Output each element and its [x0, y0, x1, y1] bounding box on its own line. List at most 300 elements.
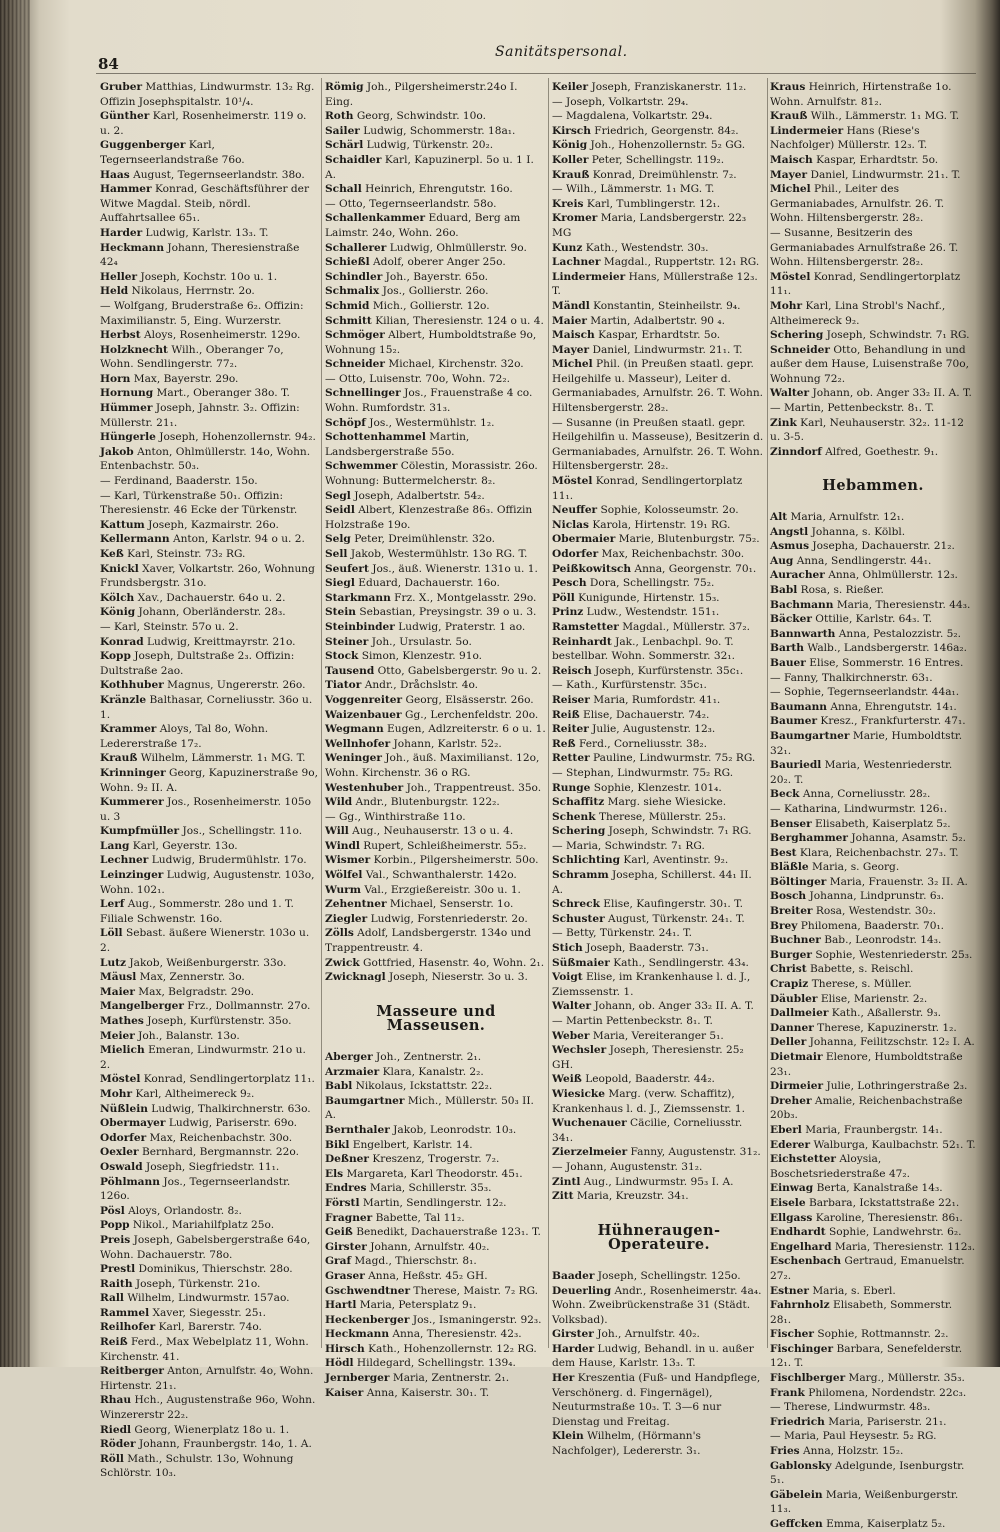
- directory-entry: [552, 124, 766, 139]
- entry-details: Mart., Oberanger 38o. T.: [153, 387, 290, 400]
- entry-name: Brey: [770, 919, 798, 932]
- entry-details: Elenore, Humboldtstraße 23₁.: [770, 1051, 963, 1078]
- directory-entry: [552, 751, 766, 766]
- entry-details: Anna, Theresienstr. 42₃.: [389, 1328, 522, 1341]
- entry-name: Gschwendtner: [325, 1284, 411, 1297]
- entry-name: Reiß: [552, 708, 580, 721]
- directory-entry: [325, 897, 547, 912]
- column-4: [770, 80, 976, 1532]
- entry-details: Johann, Oberländerstr. 28₃.: [135, 606, 286, 619]
- directory-entry: [100, 547, 318, 562]
- entry-name: Kromer: [552, 212, 598, 225]
- entry-details: Maria, Schillerstr. 35₃.: [366, 1182, 492, 1195]
- entry-name: Guggenberger: [100, 139, 186, 152]
- entry-name: Engelhard: [770, 1240, 832, 1253]
- entry-details: — Fanny, Thalkirchnerstr. 63₁.: [770, 671, 933, 684]
- entry-details: Konrad, Sendlingertorplatz 11₁.: [552, 475, 743, 502]
- entry-name: Waizenbauer: [325, 708, 402, 721]
- entry-name: Estner: [770, 1284, 809, 1297]
- directory-entry: [770, 270, 976, 299]
- entry-details: Kresz., Frankfurterstr. 47₁.: [817, 715, 966, 728]
- directory-entry: [100, 1175, 318, 1204]
- directory-entry: [770, 1035, 976, 1050]
- entry-name: Hümmer: [100, 402, 153, 415]
- entry-details: Ludwig, Behandl. in u. außer dem Hause, Karlstr. 13₃. T.: [552, 1342, 754, 1370]
- entry-details: Karl, Barerstr. 74o.: [155, 1321, 262, 1334]
- directory-entry: [100, 1087, 318, 1102]
- entry-details: Martin, Landsbergerstraße 55o.: [325, 431, 470, 458]
- entry-details: Konstantin, Steinheilstr. 9₄.: [589, 299, 741, 312]
- directory-entry: [325, 547, 547, 562]
- directory-entry: [100, 970, 318, 985]
- entry-details: Karl, Neuhauserstr. 32₂. 11-12 u. 3-5.: [770, 416, 965, 444]
- entry-name: Schöpf: [325, 416, 366, 429]
- entry-name: Klein: [552, 1430, 584, 1443]
- directory-entry: [770, 1488, 976, 1517]
- entry-details: Aloys, Orlandostr. 8₂.: [124, 1204, 242, 1217]
- directory-entry: [552, 620, 766, 635]
- directory-entry: [552, 343, 766, 358]
- entry-name: Eisele: [770, 1196, 806, 1209]
- directory-entry: [770, 1211, 976, 1226]
- entry-name: Mändl: [552, 299, 590, 312]
- entry-details: Wilhelm, (Hörmann's Nachfolger), Ledererstr. 3₁.: [552, 1430, 701, 1458]
- entry-name: Wegmann: [325, 723, 384, 736]
- entry-details: Joh., Arnulfstr. 40₂.: [593, 1328, 700, 1341]
- entry-list: [325, 80, 547, 985]
- directory-entry: [552, 1371, 766, 1429]
- entry-details: Joh., Pilgersheimerstr.24o I. Eing.: [325, 81, 518, 108]
- entry-details: Xaver, Siegesstr. 25₁.: [149, 1306, 267, 1319]
- entry-name: Michel: [770, 183, 811, 196]
- entry-details: Math., Schulstr. 13o, Wohnung Schlörstr. 10₃.: [100, 1452, 294, 1480]
- directory-entry: [325, 824, 547, 839]
- entry-details: Konrad, Dreimühlenstr. 7₂.: [589, 168, 737, 181]
- entry-details: Margareta, Karl Theodorstr. 45₁.: [343, 1167, 523, 1180]
- entry-name: Röll: [100, 1452, 124, 1465]
- entry-details: Maria, Westenriederstr. 20₂. T.: [770, 759, 953, 786]
- directory-entry: [325, 970, 547, 985]
- section-heading-hebammen: Hebammen.: [822, 477, 924, 495]
- entry-name: Kattum: [100, 518, 145, 531]
- directory-entry: [552, 576, 766, 591]
- directory-entry: [325, 503, 547, 532]
- entry-name: Wismer: [325, 854, 371, 867]
- entry-name: Schlichting: [552, 854, 621, 867]
- column-3: [552, 80, 766, 1459]
- entry-name: Zehentner: [325, 898, 387, 911]
- entry-name: Mangelberger: [100, 1000, 184, 1013]
- directory-entry: [770, 714, 976, 729]
- entry-name: Schuster: [552, 912, 605, 925]
- entry-details: Andr., Dråchslstr. 4o.: [361, 679, 479, 692]
- entry-name: Best: [770, 846, 797, 859]
- directory-entry: [770, 612, 976, 627]
- entry-name: Maier: [100, 985, 135, 998]
- entry-name: Röder: [100, 1438, 136, 1451]
- entry-list: [770, 510, 976, 1532]
- entry-details: Karl, Kapuzinerpl. 5o u. 1 I. A.: [325, 153, 534, 181]
- entry-name: Mielich: [100, 1044, 145, 1057]
- directory-entry: [770, 641, 976, 656]
- entry-name: Neuffer: [552, 504, 598, 517]
- entry-name: Mohr: [100, 1087, 133, 1100]
- entry-name: Schallerer: [325, 241, 387, 254]
- entry-details: Daniel, Lindwurmstr. 21₁. T.: [807, 168, 961, 181]
- directory-entry: [325, 1065, 547, 1080]
- entry-name: Krauß: [770, 110, 808, 123]
- entry-name: Holzknecht: [100, 343, 168, 356]
- entry-name: Bosch: [770, 890, 807, 903]
- directory-entry: [552, 1145, 766, 1160]
- directory-entry: [100, 532, 318, 547]
- entry-details: Karl, Tegernseerlandstraße 76o.: [100, 139, 245, 166]
- entry-name: Bernthaler: [325, 1123, 390, 1136]
- directory-entry: [100, 1262, 318, 1277]
- directory-entry: [770, 977, 976, 992]
- entry-name: Seidl: [325, 504, 355, 517]
- directory-entry: [552, 853, 766, 868]
- entry-details: Joseph, Nieserstr. 3o u. 3.: [385, 971, 528, 984]
- directory-entry: [325, 1284, 547, 1299]
- entry-details: Benedikt, Dachauerstraße 123₁. T.: [352, 1226, 541, 1239]
- directory-entry: [325, 635, 547, 650]
- entry-name: Pesch: [552, 577, 587, 590]
- entry-details: Jos., Schellingstr. 11o.: [179, 825, 303, 838]
- entry-name: Michel: [552, 358, 593, 371]
- entry-details: Wilhelm, Lindwurmstr. 157ao.: [123, 1292, 290, 1305]
- directory-entry: [325, 1094, 547, 1123]
- directory-entry: [770, 1254, 976, 1283]
- directory-entry: [770, 1138, 976, 1153]
- directory-entry: [325, 211, 547, 240]
- directory-entry: [552, 270, 766, 299]
- directory-entry: [100, 1452, 318, 1481]
- entry-name: Asmus: [770, 540, 810, 553]
- entry-name: Oswald: [100, 1160, 143, 1173]
- directory-entry: [552, 737, 766, 752]
- entry-details: Barbara, Ickstattstraße 22₁.: [805, 1196, 960, 1209]
- entry-name: Schmitt: [325, 314, 372, 327]
- entry-details: — Martin, Pettenbeckstr. 8₁. T.: [770, 402, 935, 415]
- directory-entry: [770, 554, 976, 569]
- entry-details: Kunigunde, Hirtenstr. 15₃.: [574, 591, 720, 604]
- entry-details: Nikol., Mariahilfplatz 25o.: [129, 1219, 275, 1232]
- entry-name: Schnellinger: [325, 387, 401, 400]
- directory-entry: [325, 1240, 547, 1255]
- directory-entry: [770, 831, 976, 846]
- entry-details: Hans, Müllerstraße 12₃. T.: [552, 270, 758, 298]
- entry-name: Mayer: [770, 168, 808, 181]
- entry-name: König: [552, 139, 588, 152]
- entry-name: Keiler: [552, 81, 589, 93]
- entry-details: Aloys, Tal 8o, Wohn. Ledererstraße 17₂.: [100, 723, 269, 750]
- directory-entry: [325, 314, 547, 329]
- entry-details: Karl, Rosenheimerstr. 119 o. u. 2.: [100, 110, 307, 137]
- directory-entry: [552, 605, 766, 620]
- entry-name: Krammer: [100, 723, 157, 736]
- directory-entry: [770, 875, 976, 890]
- entry-details: Eugen, Adlzreiterstr. 6 o u. 1.: [383, 723, 546, 736]
- directory-entry: [325, 591, 547, 606]
- entry-details: Joh., Balanstr. 13o.: [134, 1029, 240, 1042]
- directory-entry: [325, 781, 547, 796]
- entry-details: Babette, s. Reischl.: [806, 963, 914, 976]
- entry-name: Wurm: [325, 883, 361, 896]
- directory-entry: [325, 109, 547, 124]
- directory-entry: [770, 1079, 976, 1094]
- entry-name: Baader: [552, 1269, 595, 1282]
- entry-name: Maisch: [770, 153, 813, 166]
- entry-name: Zink: [770, 416, 797, 429]
- entry-details: Kath., Aßallerstr. 9₃.: [828, 1007, 942, 1020]
- entry-name: Schwemmer: [325, 460, 398, 473]
- entry-details: Marg. (verw. Schaffitz), Krankenhaus l. d. J., Ziemssenstr. 1.: [552, 1087, 746, 1115]
- entry-details: Maria, Arnulfstr. 12₁.: [787, 511, 905, 524]
- entry-details: Marg. siehe Wiesicke.: [604, 796, 727, 809]
- directory-entry: [325, 430, 547, 459]
- directory-entry: [770, 168, 976, 183]
- directory-entry: [325, 751, 547, 780]
- directory-entry: [552, 1160, 766, 1175]
- entry-name: Bläßle: [770, 861, 809, 874]
- entry-details: Aug., Neuhauserstr. 13 o u. 4.: [348, 825, 514, 838]
- directory-entry: [100, 138, 318, 167]
- directory-entry: [770, 153, 976, 168]
- entry-details: Anna, Sendlingerstr. 44₁.: [793, 554, 932, 567]
- directory-entry: [325, 605, 547, 620]
- entry-name: Danner: [770, 1021, 814, 1034]
- entry-name: Christ: [770, 963, 807, 976]
- directory-entry: [552, 255, 766, 270]
- entry-name: Schottenhammel: [325, 431, 426, 444]
- directory-entry: [770, 416, 976, 445]
- entry-details: Joseph, Schwindstr. 7₁ RG.: [605, 825, 752, 838]
- entry-name: Fahrnholz: [770, 1299, 830, 1312]
- directory-entry: [552, 547, 766, 562]
- directory-entry: [552, 1269, 766, 1284]
- entry-details: Philomena, Baaderstr. 70₁.: [797, 919, 945, 932]
- entry-details: Kaspar, Erhardtstr. 5o.: [594, 329, 721, 342]
- directory-entry: [770, 1444, 976, 1459]
- entry-name: Voggenreiter: [325, 693, 403, 706]
- directory-entry: [770, 1517, 976, 1532]
- entry-details: Joh., Trappentreust. 35o.: [403, 781, 542, 794]
- entry-details: Adolf, Landsbergerstr. 134o und Trappentreustr. 4.: [325, 927, 531, 955]
- directory-entry: [770, 598, 976, 613]
- entry-name: Dallmeier: [770, 1007, 829, 1020]
- entry-details: Joseph, Adalbertstr. 54₂.: [350, 489, 485, 502]
- entry-details: Jakob, Weißenburgerstr. 33o.: [126, 956, 287, 969]
- entry-name: Deßner: [325, 1153, 369, 1166]
- directory-entry: [100, 430, 318, 445]
- directory-entry: [100, 1306, 318, 1321]
- entry-details: Jos., Rosenheimerstr. 105o u. 3: [100, 796, 311, 823]
- directory-entry: [552, 591, 766, 606]
- directory-entry: [552, 95, 766, 110]
- directory-entry: [100, 1116, 318, 1131]
- entry-details: Konrad, Geschäftsführer der Witwe Magdal. Steib, nördl. Auffahrtsallee 65₁.: [100, 183, 310, 225]
- entry-details: Pauline, Lindwurmstr. 75₂ RG.: [589, 752, 756, 765]
- entry-details: Karoline, Theresienstr. 86₁.: [812, 1211, 963, 1224]
- directory-entry: [770, 802, 976, 817]
- entry-name: Sailer: [325, 124, 360, 137]
- directory-entry: [770, 445, 976, 460]
- directory-entry: [100, 372, 318, 387]
- directory-entry: [552, 518, 766, 533]
- entry-details: Kreszenz, Trogerstr. 7₂.: [369, 1153, 500, 1166]
- entry-name: Girster: [552, 1328, 594, 1341]
- directory-entry: [552, 781, 766, 796]
- entry-name: Dirmeier: [770, 1080, 824, 1093]
- directory-entry: [770, 401, 976, 416]
- entry-details: Adelgunde, Isenburgstr. 5₁.: [770, 1459, 965, 1487]
- entry-name: Schering: [552, 825, 606, 838]
- entry-name: Popp: [100, 1219, 130, 1232]
- directory-entry: [100, 80, 318, 109]
- directory-entry: [100, 1320, 318, 1335]
- directory-entry: [552, 868, 766, 897]
- directory-entry: [100, 328, 318, 343]
- entry-name: Hammer: [100, 183, 152, 196]
- directory-entry: [552, 1072, 766, 1087]
- directory-entry: [552, 211, 766, 240]
- entry-details: Eduard, Dachauerstr. 16o.: [354, 577, 500, 590]
- entry-details: — Karl, Türkenstraße 50₁. Offizin: Theresienstr. 46 Ecke der Türkenstr.: [100, 489, 298, 517]
- entry-details: Val., Schwanthalerstr. 142o.: [362, 869, 517, 882]
- entry-details: Max, Reichenbachstr. 30o.: [598, 548, 745, 560]
- entry-name: Zintl: [552, 1175, 581, 1188]
- entry-name: Selg: [325, 533, 351, 546]
- entry-details: Emma, Kaiserplatz 5₂.: [822, 1518, 946, 1530]
- directory-entry: [770, 627, 976, 642]
- entry-details: Kath., Hohenzollernstr. 12₂ RG.: [364, 1342, 537, 1355]
- entry-details: Karl, Steinstr. 73₂ RG.: [123, 548, 246, 560]
- entry-name: Böltinger: [770, 875, 827, 888]
- entry-name: Kummerer: [100, 796, 164, 809]
- entry-details: Joseph, Kazmairstr. 26o.: [144, 518, 279, 531]
- directory-entry: [100, 751, 318, 766]
- entry-name: Obermayer: [100, 1117, 166, 1130]
- entry-name: Pösl: [100, 1204, 125, 1217]
- entry-name: Stich: [552, 942, 583, 955]
- entry-details: Albert, Klenzestraße 86₃. Offizin Holzstraße 19o.: [325, 504, 533, 531]
- directory-entry: [770, 1371, 976, 1386]
- entry-details: Otto, Behandlung in und außer dem Hause, Luisenstraße 70o, Wohnung 72₂.: [770, 343, 969, 385]
- entry-name: Kreis: [552, 197, 584, 210]
- directory-entry: [552, 897, 766, 912]
- directory-entry: [770, 787, 976, 802]
- directory-entry: [770, 1152, 976, 1181]
- entry-details: Karl, Aventinstr. 9₂.: [620, 854, 729, 867]
- directory-entry: [100, 1204, 318, 1219]
- entry-details: Anna, Georgenstr. 70₁.: [631, 562, 757, 575]
- directory-entry: [325, 956, 547, 971]
- directory-entry: [325, 883, 547, 898]
- entry-name: Auracher: [770, 569, 825, 582]
- directory-entry: [100, 926, 318, 955]
- entry-details: Mich., Müllerstr. 50₃ II. A.: [325, 1094, 534, 1122]
- entry-name: Weninger: [325, 752, 382, 765]
- directory-entry: [100, 1072, 318, 1087]
- entry-name: Reiser: [552, 693, 590, 706]
- entry-name: Lerf: [100, 898, 125, 911]
- entry-name: Dreher: [770, 1094, 812, 1107]
- directory-entry: [325, 868, 547, 883]
- directory-entry: [100, 824, 318, 839]
- entry-details: — Joseph, Volkartstr. 29₄.: [552, 95, 689, 108]
- entry-name: Segl: [325, 489, 351, 502]
- entry-name: Gablonsky: [770, 1459, 832, 1472]
- entry-name: Raith: [100, 1277, 133, 1290]
- entry-details: Maria, Weißenburgerstr. 11₃.: [770, 1488, 959, 1516]
- directory-entry: [552, 839, 766, 854]
- directory-entry: [100, 1043, 318, 1072]
- entry-name: Lachner: [552, 256, 601, 269]
- entry-name: Barth: [770, 642, 804, 655]
- directory-entry: [770, 510, 976, 525]
- entry-details: Elise, Kaufingerstr. 30₁. T.: [599, 898, 743, 911]
- entry-name: Knickl: [100, 562, 139, 575]
- entry-name: Gäbelein: [770, 1488, 823, 1501]
- entry-details: Johann, Fraunbergstr. 14o, 1. A.: [135, 1438, 312, 1451]
- entry-details: Anton, Karlstr. 94 o u. 2.: [169, 533, 305, 546]
- directory-entry: [100, 693, 318, 722]
- section-heading-masseure: Masseure und Masseusen.: [376, 1002, 496, 1035]
- entry-details: Emeran, Lindwurmstr. 21o u. 2.: [100, 1044, 306, 1071]
- entry-name: Windl: [325, 839, 360, 852]
- entry-details: Mich., Gollierstr. 12o.: [369, 299, 490, 312]
- entry-details: — Otto, Luisenstr. 70o, Wohn. 72₂.: [325, 372, 510, 385]
- entry-details: — Gg., Winthirstraße 11o.: [325, 810, 466, 823]
- entry-name: Kränzle: [100, 693, 147, 706]
- entry-details: Sophie, Rottmannstr. 2₂.: [813, 1328, 949, 1341]
- entry-details: Peter, Dreimühlenstr. 32o.: [350, 533, 496, 546]
- directory-entry: [552, 1014, 766, 1029]
- directory-entry: [100, 678, 318, 693]
- entry-details: Adolf, oberer Anger 25o.: [369, 256, 506, 269]
- entry-details: Walb., Landsbergerstr. 146a₂.: [804, 642, 968, 655]
- directory-entry: [325, 328, 547, 357]
- directory-entry: [100, 868, 318, 897]
- entry-name: Obermaier: [552, 533, 616, 546]
- entry-name: Girster: [325, 1240, 367, 1253]
- directory-entry: [100, 853, 318, 868]
- directory-entry: [325, 153, 547, 182]
- entry-details: Nikolaus, Ickstattstr. 22₂.: [352, 1080, 493, 1093]
- directory-entry: [325, 649, 547, 664]
- entry-details: Korbin., Pilgersheimerstr. 50o.: [370, 854, 539, 867]
- directory-entry: [770, 1386, 976, 1401]
- directory-entry: [770, 671, 976, 686]
- directory-entry: [552, 474, 766, 503]
- entry-name: Förstl: [325, 1196, 360, 1209]
- directory-entry: [770, 948, 976, 963]
- entry-name: Baumer: [770, 715, 818, 728]
- directory-entry: [100, 182, 318, 226]
- entry-details: Alfred, Goethestr. 9₁.: [821, 445, 939, 458]
- entry-name: Reinhardt: [552, 635, 612, 648]
- entry-details: Klara, Reichenbachstr. 27₃. T.: [796, 846, 959, 859]
- entry-name: Horn: [100, 372, 131, 385]
- directory-entry: [325, 926, 547, 955]
- entry-details: Xaver, Volkartstr. 26o, Wohnung Frundsbergstr. 31o.: [100, 562, 315, 590]
- directory-entry: [552, 1116, 766, 1145]
- directory-entry: [100, 897, 318, 926]
- directory-entry: [770, 226, 976, 270]
- directory-entry: [552, 80, 766, 95]
- directory-entry: [770, 904, 976, 919]
